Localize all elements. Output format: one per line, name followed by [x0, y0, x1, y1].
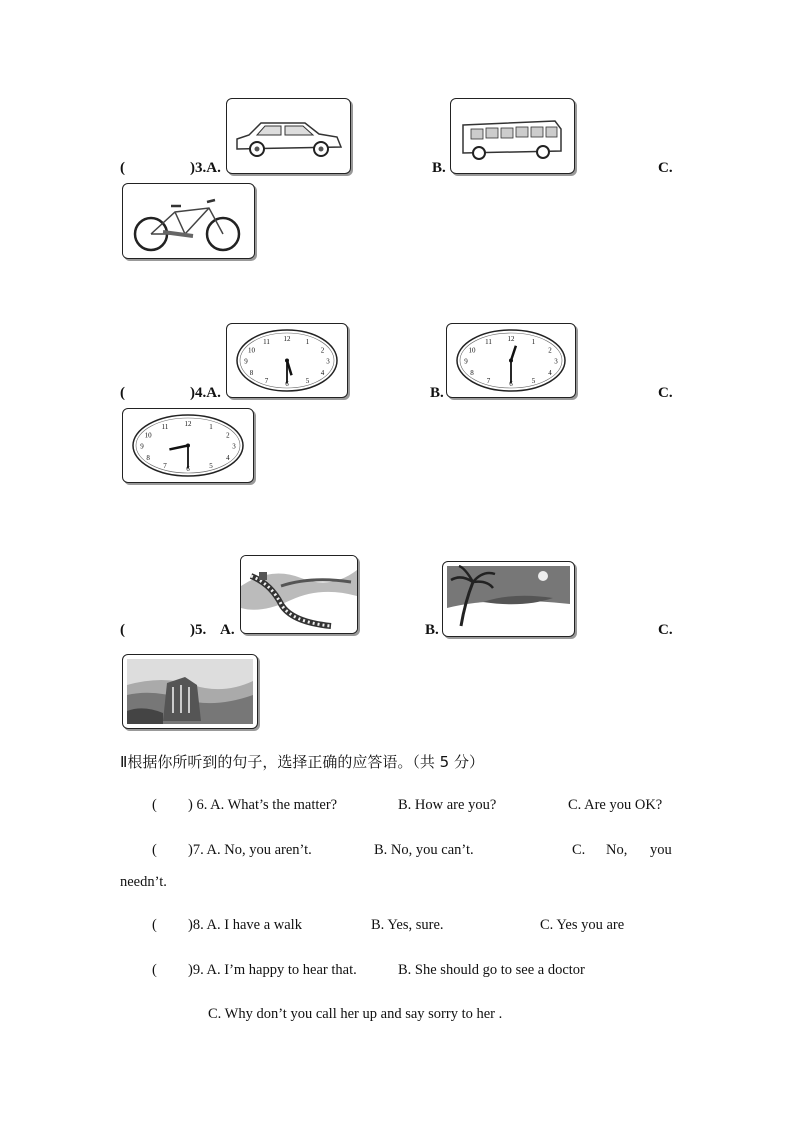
clock-icon [133, 415, 243, 476]
clock-numeral: 11 [161, 423, 169, 432]
clock-numeral: 6 [186, 465, 190, 473]
car-icon [227, 99, 350, 173]
q5-option-a-label: A. [220, 622, 235, 638]
clock-numeral: 3 [554, 357, 558, 366]
q9-paren: ( [152, 962, 157, 978]
clock-numeral: 2 [226, 431, 230, 440]
q3-number: )3.A. [190, 160, 221, 176]
clock-numeral: 7 [486, 376, 491, 385]
q7-option-c-word2: you [650, 842, 672, 858]
q4-paren: ( [120, 385, 125, 401]
q3-option-b-label: B. [432, 160, 446, 176]
clock-numeral: 9 [464, 357, 468, 366]
clock-numeral: 1 [531, 338, 536, 347]
clock-numeral: 10 [247, 346, 255, 355]
clock-numeral: 12 [507, 335, 515, 343]
clock-numeral: 12 [184, 420, 192, 428]
q8-paren: ( [152, 917, 157, 933]
q8-option-b[interactable]: B. Yes, sure. [371, 917, 444, 933]
clock-icon [237, 330, 337, 391]
q4-option-c-clock-icon[interactable] [122, 408, 254, 483]
clock-numeral: 9 [140, 442, 144, 451]
clock-numeral: 8 [146, 453, 150, 462]
clock-numeral: 4 [548, 368, 552, 377]
clock-numeral: 6 [285, 380, 289, 388]
q4-option-a-clock-icon[interactable] [226, 323, 348, 398]
clock-numeral: 1 [305, 338, 310, 347]
q5-paren: ( [120, 622, 125, 638]
clock-numeral: 5 [531, 376, 536, 385]
clock-numeral: 5 [305, 376, 310, 385]
q7-option-b[interactable]: B. No, you can’t. [374, 842, 474, 858]
clock-numeral: 4 [226, 453, 230, 462]
q7-option-c-label[interactable]: C. [572, 842, 586, 858]
clock-numeral: 11 [263, 338, 270, 347]
clock-numeral: 9 [244, 357, 248, 366]
clock-numeral: 1 [209, 423, 213, 432]
q6-option-c[interactable]: C. Are you OK? [568, 797, 663, 813]
clock-numeral: 8 [470, 368, 474, 377]
mountain-rock-icon [123, 655, 257, 728]
q4-number: )4.A. [190, 385, 221, 401]
q6-paren: ( [152, 797, 157, 813]
section-2-heading: Ⅱ根据你所听到的句子，选择正确的应答语。（共 5 分） [120, 753, 484, 771]
bus-icon [451, 99, 574, 173]
clock-numeral: 5 [209, 461, 213, 470]
q3-option-b-bus-icon[interactable] [450, 98, 575, 174]
great-wall-icon [241, 556, 357, 633]
clock-numeral: 3 [232, 442, 236, 451]
q4-option-c-label: C. [658, 385, 673, 401]
q9-option-b[interactable]: B. She should go to see a doctor [398, 962, 585, 978]
q3-option-a-car-icon[interactable] [226, 98, 351, 174]
q6-option-a[interactable]: ) 6. A. What’s the matter? [188, 797, 338, 813]
q8-option-c[interactable]: C. Yes you are [540, 917, 625, 933]
q9-option-c[interactable]: C. Why don’t you call her up and say sorry to her . [208, 1006, 503, 1022]
clock-numeral: 10 [144, 431, 152, 440]
q7-option-c-word1: No, [606, 842, 628, 858]
clock-icon [457, 330, 565, 391]
q3-option-c-bicycle-icon[interactable] [122, 183, 255, 259]
clock-numeral: 2 [548, 346, 552, 355]
clock-numeral: 8 [249, 368, 254, 377]
q5-number: )5. [190, 622, 207, 638]
clock-numeral: 6 [509, 380, 513, 388]
clock-numeral: 4 [320, 368, 325, 377]
q5-option-c-mountain-rock-icon[interactable] [122, 654, 258, 729]
clock-numeral: 7 [264, 376, 269, 385]
beach-palm-icon [443, 562, 574, 636]
q9-option-a[interactable]: )9. A. I’m happy to hear that. [188, 962, 357, 978]
clock-numeral: 7 [163, 461, 167, 470]
q7-option-a[interactable]: )7. A. No, you aren’t. [188, 842, 312, 858]
clock-numeral: 12 [283, 335, 291, 343]
q5-option-b-beach-palm-icon[interactable] [442, 561, 575, 637]
q5-option-c-label: C. [658, 622, 673, 638]
q7-option-c-continuation: needn’t. [120, 874, 167, 890]
clock-numeral: 10 [468, 346, 476, 355]
q4-option-b-clock-icon[interactable] [446, 323, 576, 398]
q5-option-a-great-wall-icon[interactable] [240, 555, 358, 634]
bicycle-icon [123, 184, 254, 258]
clock-numeral: 2 [320, 346, 325, 355]
q4-option-b-label: B. [430, 385, 444, 401]
q7-paren: ( [152, 842, 157, 858]
q5-option-b-label: B. [425, 622, 439, 638]
q6-option-b[interactable]: B. How are you? [398, 797, 497, 813]
q8-option-a[interactable]: )8. A. I have a walk [188, 917, 302, 933]
q3-option-c-label: C. [658, 160, 673, 176]
clock-numeral: 11 [485, 338, 492, 347]
clock-numeral: 3 [326, 357, 330, 366]
q3-paren: ( [120, 160, 125, 176]
